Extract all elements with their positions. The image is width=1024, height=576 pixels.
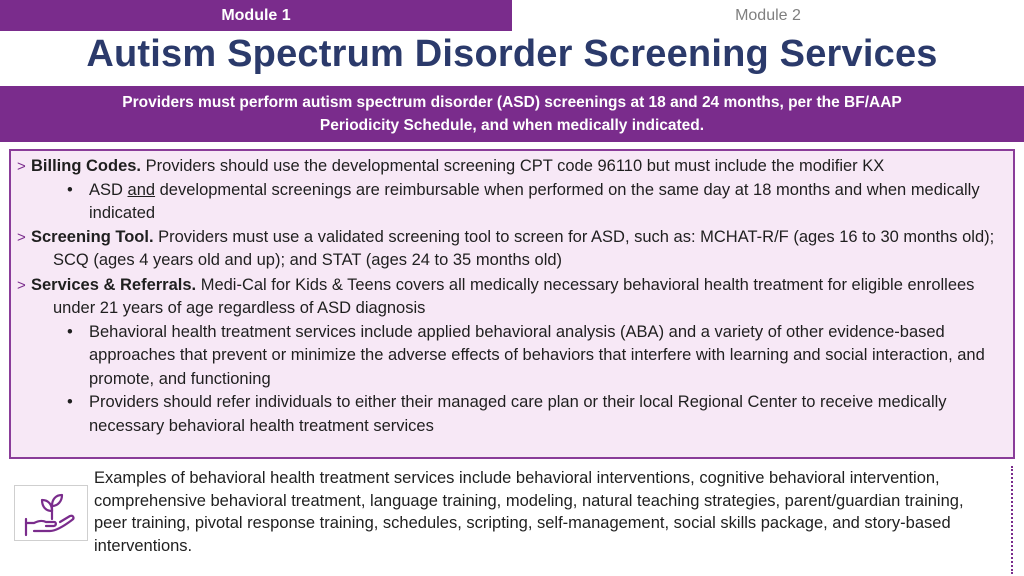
screening-tool-text: Providers must use a validated screening tool to screen for ASD, such as: MCHAT-R/F (ages 16 to 30 months old); SCQ (ages 4 years old and up); and STAT (ages 24 to 35 months old)	[53, 227, 995, 269]
bullet-dot-icon: •	[67, 180, 73, 199]
arrow-bullet-icon: >	[17, 228, 26, 246]
tab-module-2-label: Module 2	[735, 6, 801, 24]
billing-sub-post: developmental screenings are reimbursable when performed on the same day at 18 months and when medically indicated	[89, 180, 980, 222]
tab-module-2[interactable]	[512, 0, 1024, 31]
services-referrals-text: Medi-Cal for Kids & Teens covers all medically necessary behavioral health treatment for eligible enrollees under 21 years of age regardless of ASD diagnosis	[53, 275, 975, 317]
banner-line-1: Providers must perform autism spectrum disorder (ASD) screenings at 18 and 24 months, per the BF/AAP	[122, 94, 902, 111]
screening-tool-heading: Screening Tool.	[31, 227, 154, 246]
billing-sub-pre: ASD	[89, 180, 128, 199]
page-title: Autism Spectrum Disorder Screening Services	[86, 33, 938, 75]
bullet-dot-icon: •	[67, 322, 73, 341]
screening-tool-item	[17, 226, 999, 273]
billing-codes-text: Providers should use the developmental screening CPT code 96110 but must include the modifier KX	[141, 157, 885, 175]
footer-examples-text: Examples of behavioral health treatment services include behavioral interventions, cognitive behavioral intervention, comprehensive behavioral treatment, language training, modeling, natural teaching strategies, parent/guardian training, peer training, pivotal response training, schedules, scripting, self-management, social skills package, and story-based interventions.	[94, 469, 964, 555]
services-sub1-text: Behavioral health treatment services include applied behavioral analysis (ABA) and a variety of other evidence-based approaches that prevent or minimize the adverse effects of behaviors that interfere with learning and social interaction, and promote, and functioning	[89, 322, 985, 388]
bullet-dot-icon: •	[67, 393, 73, 411]
tab-module-1-label: Module 1	[221, 6, 291, 24]
services-referrals-heading: Services & Referrals.	[31, 275, 197, 294]
services-subitem-1	[17, 321, 999, 392]
arrow-bullet-icon: >	[17, 276, 26, 294]
hand-with-plant-graphic	[20, 489, 82, 537]
billing-codes-subitem	[17, 179, 999, 226]
billing-codes-item	[17, 155, 999, 179]
hand-with-plant-icon	[14, 485, 88, 541]
module-tabs	[0, 0, 1024, 31]
arrow-bullet-icon: >	[17, 158, 26, 175]
tab-module-1[interactable]	[0, 0, 512, 31]
banner-line-2: Periodicity Schedule, and when medically indicated.	[319, 117, 705, 134]
details-box	[9, 149, 1015, 459]
services-referrals-item	[17, 274, 999, 321]
services-sub2-text: Providers should refer individuals to either their managed care plan or their local Regional Center to receive medically necessary behavioral health treatment services	[89, 393, 947, 435]
services-subitem-2	[17, 391, 999, 438]
billing-sub-underlined: and	[127, 180, 156, 199]
billing-codes-heading: Billing Codes.	[31, 157, 142, 175]
requirement-banner	[0, 86, 1024, 142]
dotted-divider	[1011, 466, 1013, 574]
